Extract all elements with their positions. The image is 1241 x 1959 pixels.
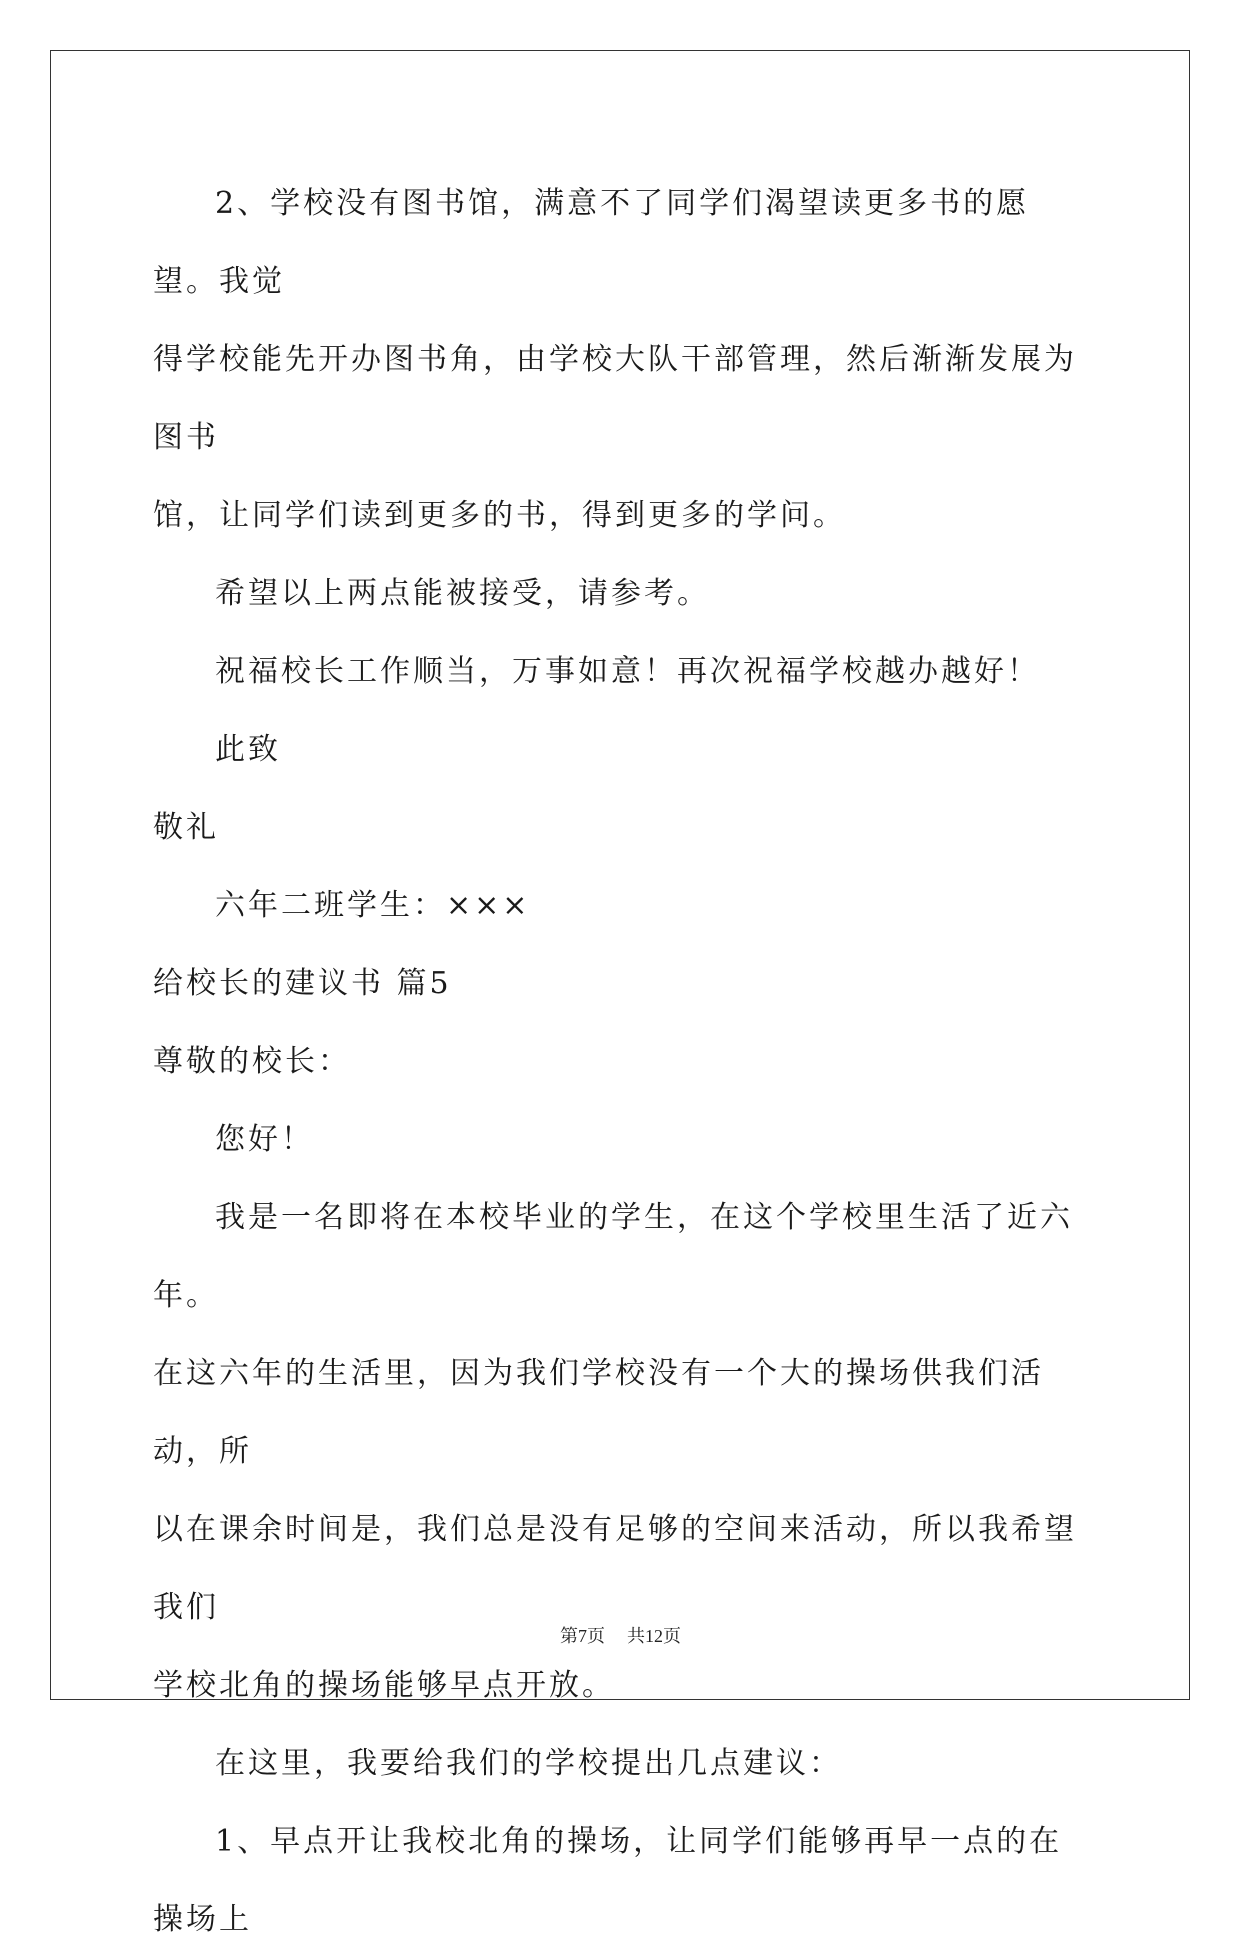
text-line: 学校北角的操场能够早点开放。 bbox=[153, 1668, 615, 1703]
text-line: 1、早点开让我校北角的操场，让同学们能够再早一点的在操场上 bbox=[153, 1824, 1063, 1937]
paragraph bbox=[153, 1725, 1093, 1803]
text-line: 馆，让同学们读到更多的书，得到更多的学问。 bbox=[153, 498, 846, 533]
document-body bbox=[153, 165, 1093, 1959]
page-footer bbox=[0, 1622, 1241, 1648]
text-line: 给校长的建议书 篇5 bbox=[153, 966, 452, 1001]
text-line: 六年二班学生：××× bbox=[215, 888, 531, 923]
closing-phrase bbox=[153, 711, 1093, 789]
text-line: 希望以上两点能被接受，请参考。 bbox=[215, 576, 710, 611]
text-line: 此致 bbox=[215, 732, 281, 767]
paragraph bbox=[153, 165, 1093, 555]
text-line: 在这里，我要给我们的学校提出几点建议： bbox=[215, 1746, 842, 1781]
text-line: 敬礼 bbox=[153, 810, 219, 845]
text-line: 您好！ bbox=[215, 1122, 314, 1157]
signature bbox=[153, 867, 1093, 945]
greeting bbox=[153, 1101, 1093, 1179]
text-line: 我是一名即将在本校毕业的学生，在这个学校里生活了近六年。 bbox=[153, 1200, 1073, 1313]
section-heading bbox=[153, 945, 1093, 1023]
text-line: 以在课余时间是，我们总是没有足够的空间来活动，所以我希望我们 bbox=[153, 1512, 1077, 1625]
salutation bbox=[153, 1023, 1093, 1101]
salutation-closing bbox=[153, 789, 1093, 867]
page-number: 第7页 bbox=[560, 1626, 605, 1646]
paragraph bbox=[153, 633, 1093, 711]
text-line: 在这六年的生活里，因为我们学校没有一个大的操场供我们活动，所 bbox=[153, 1356, 1044, 1469]
text-line: 祝福校长工作顺当，万事如意！再次祝福学校越办越好！ bbox=[215, 654, 1040, 689]
paragraph bbox=[153, 1803, 1093, 1959]
text-line: 尊敬的校长： bbox=[153, 1044, 351, 1079]
text-line: 得学校能先开办图书角，由学校大队干部管理，然后渐渐发展为图书 bbox=[153, 342, 1077, 455]
paragraph bbox=[153, 555, 1093, 633]
page-total: 共12页 bbox=[627, 1626, 681, 1646]
text-line: 2、学校没有图书馆，满意不了同学们渴望读更多书的愿望。我觉 bbox=[153, 186, 1030, 299]
